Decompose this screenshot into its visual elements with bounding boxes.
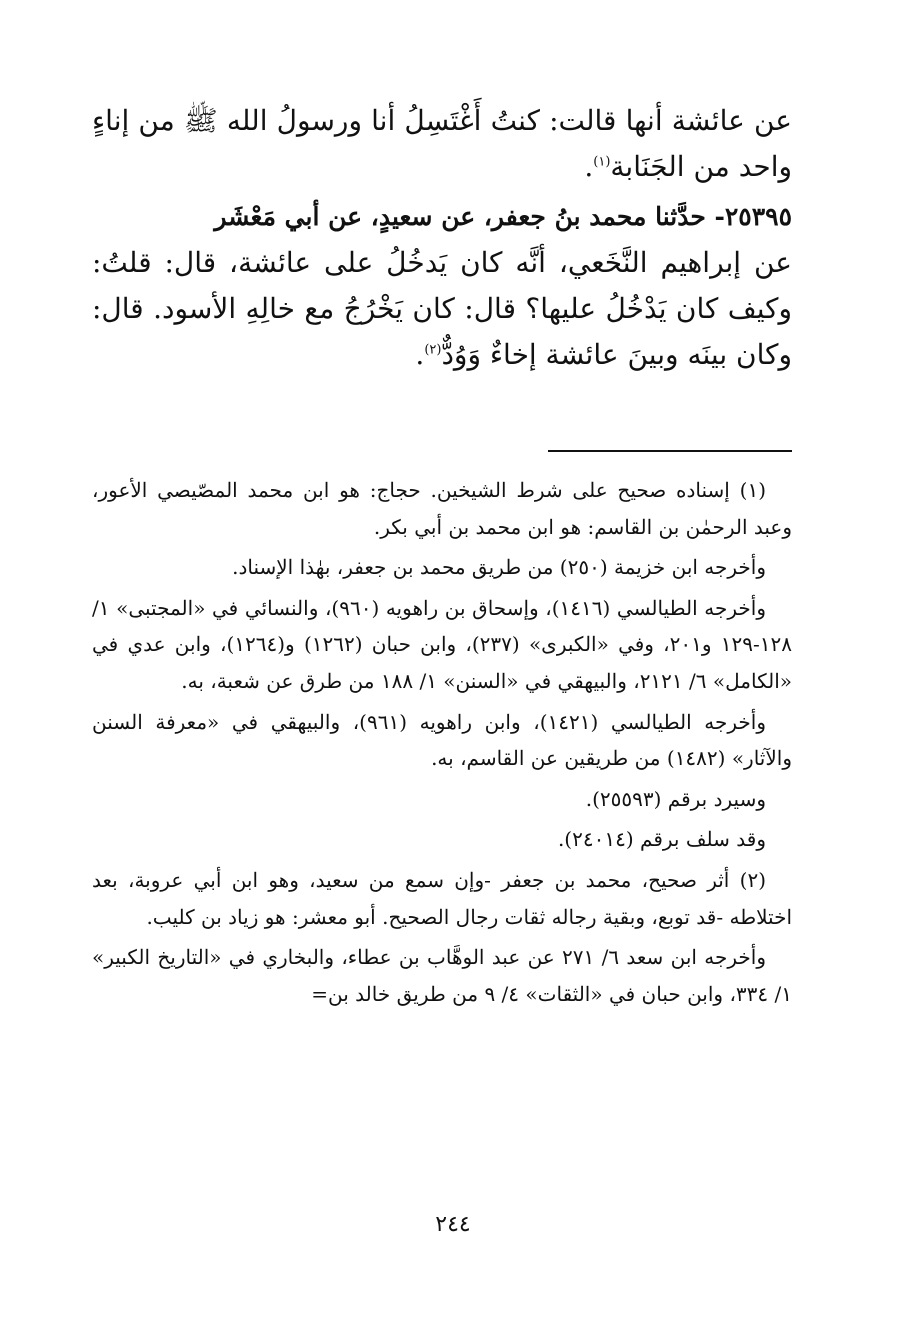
page-number: ٢٤٤ <box>435 1212 471 1237</box>
hadith-heading: ٢٥٣٩٥- حدَّثنا محمد بنُ جعفر، عن سعيدٍ، عن أبي مَعْشَر <box>214 202 792 232</box>
footnote-ref-2: (٢) <box>424 342 442 358</box>
footnote-paragraph: وأخرجه الطيالسي (١٤٢١)، وابن راهويه (٩٦١)، والبيهقي في «معرفة السنن والآثار» (١٤٨٢) من طريقين عن القاسم، به. <box>92 709 792 771</box>
footnotes <box>92 472 792 1016</box>
footnote-1: (١) إسناده صحيح على شرط الشيخين. حجاج: هو ابن محمد المصّيصي الأعور، وعبد الرحمٰن بن القاسم: هو ابن محمد بن أبي بكر. <box>92 478 792 539</box>
hadith-text-1 <box>92 98 792 190</box>
footnote-paragraph: وقد سلف برقم (٢٤٠١٤). <box>557 827 766 852</box>
hadith-text-1-body: عن عائشة أنها قالت: كنتُ أَغْتَسِلُ أنا ورسولُ الله ﷺ من إناءٍ واحد من الجَنَابة <box>92 104 792 184</box>
main-text <box>92 98 792 380</box>
footnote-paragraph: وأخرجه الطيالسي (١٤١٦)، وإسحاق بن راهويه (٩٦٠)، والنسائي في «المجتبى» ١/ ١٢٨-١٢٩ و٢٠١، وفي «الكبرى» (٢٣٧)، وابن حبان (١٢٦٢) و(١٢٦٤)، وابن عدي في «الكامل» ٦/ ٢١٢١، والبيهقي في «السنن» ١/ ١٨٨ من طرق عن شعبة، به. <box>92 595 792 693</box>
hadith-text-2-end: . <box>415 338 425 371</box>
footnote-paragraph: وأخرجه ابن سعد ٦/ ٢٧١ عن عبد الوهَّاب بن عطاء، والبخاري في «التاريخ الكبير» ١/ ٣٣٤، وابن حبان في «الثقات» ٤/ ٩ من طريق خالد بن= <box>92 945 792 1006</box>
hadith-text-1-end: . <box>584 150 594 184</box>
footnote-paragraph: وأخرجه ابن خزيمة (٢٥٠) من طريق محمد بن جعفر، بهٰذا الإسناد. <box>232 555 766 580</box>
footnote-2: (٢) أثر صحيح، محمد بن جعفر -وإن سمع من سعيد، وهو ابن أبي عروبة، بعد اختلاطه -قد توبع، وبقية رجاله ثقات رجال الصحيح. أبو معشر: هو زياد بن كليب. <box>92 867 792 929</box>
hadith-text-2 <box>92 240 792 379</box>
footnote-ref-1: (١) <box>593 154 611 170</box>
footnote-paragraph: وسيرد برقم (٢٥٥٩٣). <box>585 786 766 811</box>
hadith-text-2-body: عن إبراهيم النَّخَعي، أنَّه كان يَدخُلُ على عائشة، قال: قلتُ: وكيف كان يَدْخُلُ عليها؟ قال: كان يَخْرُجُ مع خالِهِ الأسود. قال: وكان بينَه وبينَ عائشة إخاءٌ وَوُدٌّ <box>92 245 792 371</box>
footnote-divider <box>548 450 792 452</box>
